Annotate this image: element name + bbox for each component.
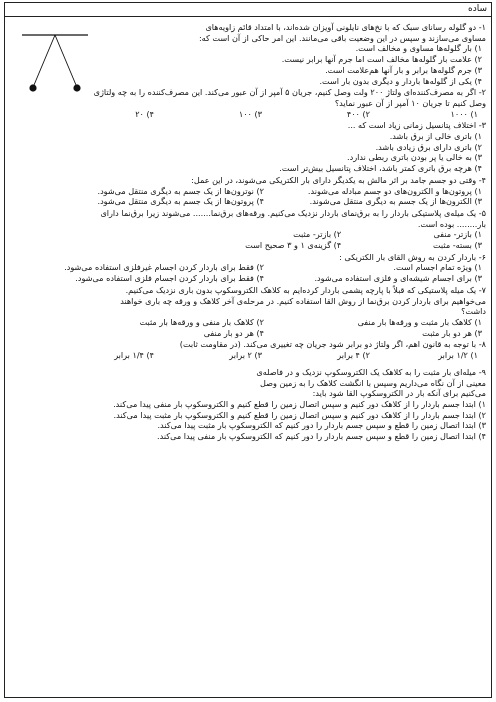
option[interactable]: ۲) ابتدا جسم باردار را از کلاهک دور کنیم و سپس اتصال زمین را قطع کنیم و الکتروسکوپ بار مثبت پیدا می‌کند.: [113, 409, 486, 420]
option[interactable]: ۴) گزینه‌ی ۱ و ۳ صحیح است: [245, 240, 342, 251]
question-text: ۸- با توجه به قانون اهم، اگر ولتاژ دو برابر شود جریان چه تغییری می‌کند. (در مقاومت ثابت): [179, 339, 486, 350]
question-text: ۵- یک میله‌ی پلاستیکی باردار را به برق‌نمای باردار نزدیک می‌کنیم. ورقه‌های برق‌نما....... می‌شوند زیرا برق‌نما دارای: [100, 207, 486, 218]
question-text: ۴- وقتی دو جسم جامد بر اثر مالش به یکدیگر دارای بار الکتریکی می‌شوند، در این عمل:: [191, 174, 486, 185]
question-text: ۶- باردار کردن به روش القای بار الکتریکی :: [339, 251, 486, 262]
option[interactable]: ۲) باتری دارای برق زیادی باشد.: [375, 141, 482, 152]
question-3: [46, 120, 486, 174]
option[interactable]: ۴) هرچه برق باتری کمتر باشد، اختلاف پتانسیل بیش‌تر است.: [279, 163, 482, 174]
option[interactable]: ۲) علامت بار گلوله‌ها مخالف است اما جرم آنها برابر نیست.: [281, 54, 482, 65]
option[interactable]: ۴) یکی از گلوله‌ها باردار و دیگری بدون بار است.: [319, 75, 482, 86]
option[interactable]: ۴) فقط برای باردار کردن اجسام فلزی استفاده می‌شود.: [75, 273, 264, 284]
question-text: معینی از آن نگاه می‌داریم وسپس با انگشت کلاهک را به زمین وصل: [259, 377, 486, 388]
option[interactable]: ۳) بسته- مثبت: [432, 240, 482, 251]
options-row: [46, 317, 486, 328]
question-6: [46, 252, 486, 284]
header-label: ساده: [467, 4, 487, 14]
option[interactable]: ۴) ۲۰: [135, 108, 154, 119]
question-1: [46, 22, 486, 86]
options-row: [200, 229, 486, 240]
question-text: ۷- یک میله پلاستیکی که قبلاً با پارچه پشمی باردار کرده‌ایم به کلاهک الکتروسکوپ بدون باری نزدیک می‌کنیم.: [125, 284, 486, 295]
option[interactable]: ۱) ویژه تمام اجسام است.: [393, 262, 482, 273]
question-5: [46, 208, 486, 251]
options-row: [46, 109, 486, 120]
option[interactable]: ۱) ابتدا جسم باردار را از کلاهک دور کنیم و سپس اتصال زمین را قطع کنیم و الکتروسکوپ بار منفی پیدا می‌کند.: [113, 398, 486, 409]
option[interactable]: ۲) بازتر- مثبت: [293, 229, 342, 240]
question-text: مساوی می‌سازند و سپس در این وضعیت باقی می‌مانند. این امر حاکی از آن است که:: [198, 32, 486, 43]
question-4: [46, 175, 486, 207]
question-text: وصل کنیم تا جریان ۱۰ آمپر از آن عبور نماید؟: [334, 97, 486, 108]
option[interactable]: ۴) پروتون‌ها از یک جسم به دیگری منتقل می‌شود.: [97, 196, 264, 207]
questions-list: [46, 22, 486, 443]
option[interactable]: ۲) نوترون‌ها از یک جسم به دیگری منتقل می‌شود.: [97, 185, 264, 196]
option[interactable]: ۱) بار گلوله‌ها مساوی و مخالف است.: [355, 43, 482, 54]
question-text: می‌خواهیم برای باردار کردن برق‌نما از روش القا استفاده کنیم. در مرحله‌ی آخر کلاهک و ورقه چه باری خواهند: [120, 295, 486, 306]
options-row: [46, 262, 486, 273]
options-row: [46, 196, 486, 207]
option[interactable]: ۲) ۴۰۰: [346, 108, 370, 119]
option[interactable]: ۳) جرم گلوله‌ها برابر و بار آنها هم‌علامت است.: [325, 64, 482, 75]
option[interactable]: ۱) باتری خالی از برق باشد.: [389, 131, 482, 142]
question-7: [46, 285, 486, 339]
question-text: ۳- اختلاف پتانسیل زمانی زیاد است که ...: [347, 120, 486, 131]
option[interactable]: ۱) کلاهک بار مثبت و ورقه‌ها بار منفی: [357, 316, 482, 327]
question-8: [46, 339, 486, 360]
question-text: ۹- میله‌ای بار مثبت را به کلاهک یک الکتروسکوپ نزدیک و در فاصله‌ی: [256, 366, 486, 377]
option[interactable]: ۲) فقط برای باردار کردن اجسام غیرفلزی استفاده می‌شود.: [64, 262, 264, 273]
option[interactable]: ۳) ۱۰۰: [238, 108, 262, 119]
option[interactable]: ۱) ۱۰۰۰: [450, 108, 478, 119]
option[interactable]: ۱) ۱/۲ برابر: [438, 350, 478, 361]
header-bar: [4, 2, 492, 17]
question-text: بار........ بوده است.: [417, 218, 486, 229]
question-text: داشت؟: [461, 306, 486, 317]
option[interactable]: ۳) ابتدا اتصال زمین را قطع و سپس جسم باردار را دور کنیم که الکتروسکوپ بار مثبت پیدا می‌کند.: [157, 420, 486, 431]
option[interactable]: ۴) ۱/۴ برابر: [114, 350, 154, 361]
option[interactable]: ۲) کلاهک بار منفی و ورقه‌ها بار مثبت: [139, 316, 264, 327]
options-row: [46, 328, 486, 339]
question-text: ۱- دو گلوله رسانای سبک که با نخ‌های نایلونی آویزان شده‌اند، با امتداد قائم زاویه‌های: [205, 22, 486, 32]
option[interactable]: ۳) الکترون‌ها از یک جسم به دیگری منتقل می‌شوند.: [309, 196, 482, 207]
question-9: [46, 367, 486, 442]
option[interactable]: ۳) به خالی یا پر بودن باتری ربطی ندارد.: [347, 152, 482, 163]
question-text: ۲- اگر به مصرف‌کننده‌ای ولتاژ ۲۰۰ ولت وصل کنیم، جریان ۵ آمپر از آن عبور می‌کند. این مصرف‌کننده را به چه ولتاژی: [93, 87, 486, 98]
options-row: [46, 273, 486, 284]
option[interactable]: ۱) پروتون‌ها و الکترون‌های دو جسم مبادله می‌شوند.: [307, 185, 482, 196]
option[interactable]: ۲) ۴ برابر: [337, 350, 370, 361]
option[interactable]: ۴) هر دو بار منفی: [203, 327, 264, 338]
question-text: می‌کنیم برای آنکه بار در الکتروسکوپ القا شود باید:: [312, 388, 486, 399]
option[interactable]: ۳) برای اجسام شیشه‌ای و فلزی استفاده می‌شود.: [314, 273, 482, 284]
options-row: [46, 350, 486, 361]
options-row: [46, 186, 486, 197]
option[interactable]: ۳) هر دو بار مثبت: [422, 327, 482, 338]
question-2: [46, 87, 486, 119]
options-row: [200, 240, 486, 251]
option[interactable]: ۳) ۲ برابر: [229, 350, 262, 361]
option[interactable]: ۱) بازتر- منفی: [433, 229, 482, 240]
option[interactable]: ۴) ابتدا اتصال زمین را قطع و سپس جسم باردار را دور کنیم که الکتروسکوپ بار منفی پیدا می‌کند.: [157, 431, 486, 442]
